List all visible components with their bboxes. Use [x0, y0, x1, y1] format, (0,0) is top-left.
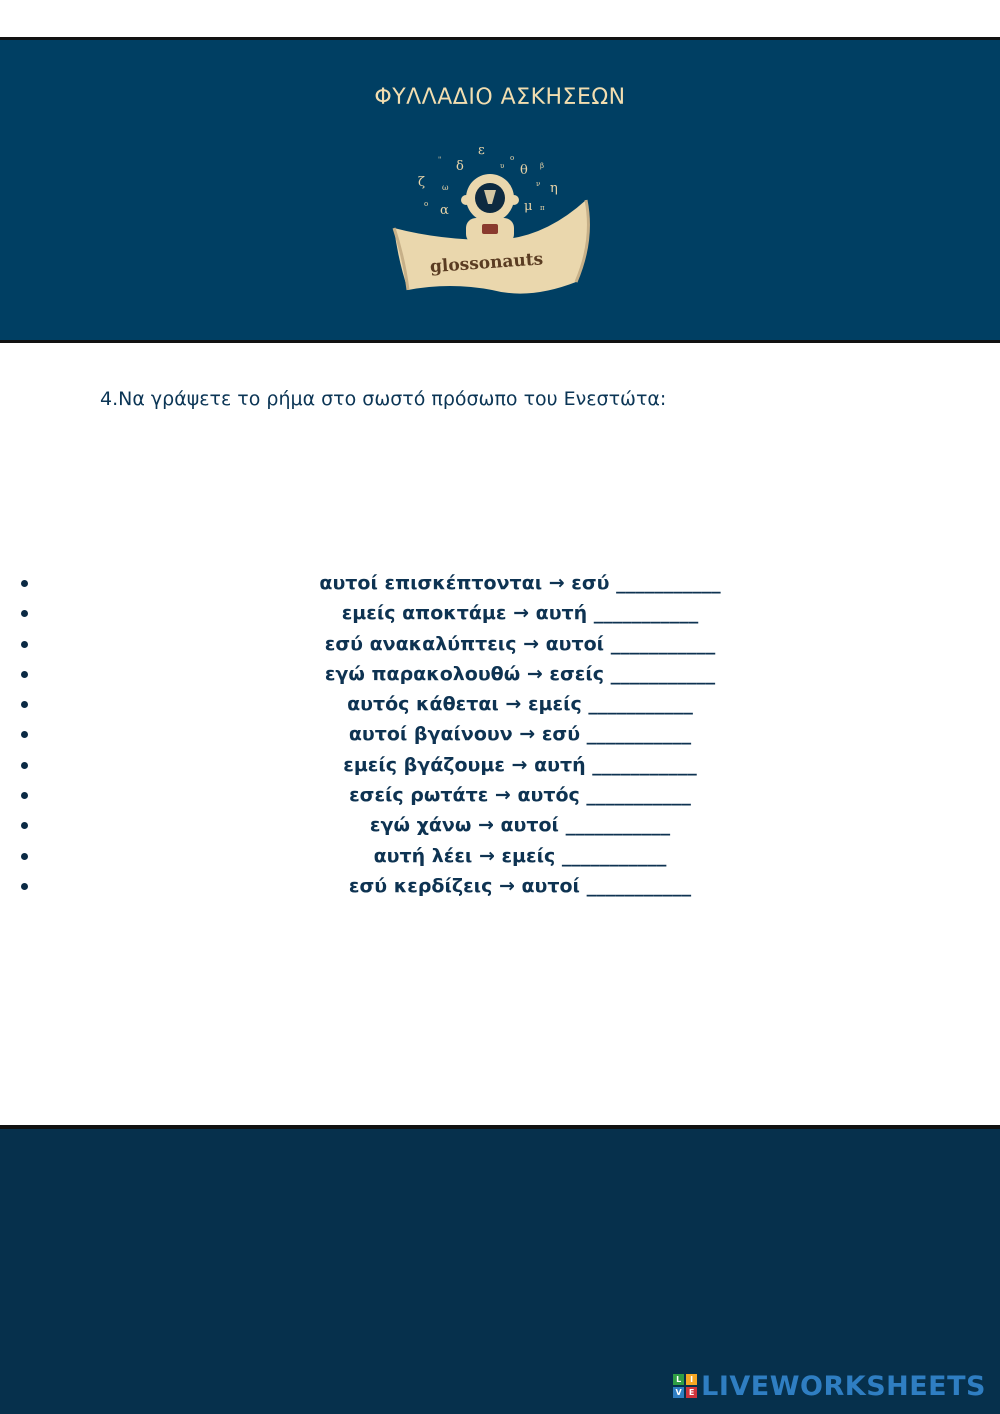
svg-text:ε: ε — [478, 143, 485, 158]
bullet-icon — [21, 853, 28, 860]
bullet-icon — [21, 701, 28, 708]
exercise-text: εμείς βγάζουμε → αυτή ___________ — [343, 753, 697, 776]
list-item — [0, 810, 1000, 840]
exercise-text: αυτοί επισκέπτονται → εσύ ___________ — [319, 572, 721, 594]
worksheet-title: ΦΥΛΛΑΔΙΟ ΑΣΚΗΣΕΩΝ — [374, 85, 626, 110]
list-item — [0, 689, 1000, 719]
footer-banner — [0, 1125, 1000, 1414]
bullet-icon — [21, 792, 28, 799]
exercise-text: εγώ παρακολουθώ → εσείς ___________ — [324, 662, 716, 685]
svg-text:μ: μ — [524, 199, 533, 214]
list-item — [0, 598, 1000, 628]
bullet-icon — [21, 580, 28, 587]
svg-text:ο: ο — [510, 154, 515, 162]
exercise-text: αυτοί βγαίνουν → εσύ ___________ — [348, 723, 692, 746]
bullet-icon — [21, 822, 28, 829]
exercise-text: εσύ κερδίζεις → αυτοί ___________ — [348, 874, 692, 897]
liveworksheets-logo-icon — [673, 1374, 697, 1398]
exercise-text: εσύ ανακαλύπτεις → αυτοί ___________ — [324, 632, 716, 655]
svg-text:θ: θ — [520, 163, 528, 178]
bullet-icon — [21, 671, 28, 678]
exercise-text: εγώ χάνω → αυτοί ___________ — [369, 814, 671, 837]
list-item — [0, 719, 1000, 749]
logo-tile: L — [673, 1374, 684, 1385]
svg-text:ω: ω — [442, 183, 449, 192]
header-banner — [0, 37, 1000, 343]
bullet-icon — [21, 731, 28, 738]
svg-text:ζ: ζ — [418, 175, 426, 190]
list-item — [0, 659, 1000, 689]
logo-tile: I — [686, 1374, 697, 1385]
bullet-icon — [21, 610, 28, 617]
liveworksheets-link[interactable] — [673, 1370, 986, 1402]
bullet-icon — [21, 641, 28, 648]
svg-text:": " — [438, 156, 442, 164]
svg-text:ο: ο — [424, 200, 429, 208]
list-item — [0, 750, 1000, 780]
exercise-text: εμείς αποκτάμε → αυτή ___________ — [341, 602, 699, 625]
exercise-text: αυτός κάθεται → εμείς ___________ — [347, 693, 693, 716]
svg-text:η: η — [550, 181, 558, 196]
svg-text:glossonauts: glossonauts — [429, 249, 544, 278]
list-item — [0, 780, 1000, 810]
exercise-text: αυτή λέει → εμείς ___________ — [373, 844, 667, 867]
svg-text:ν: ν — [536, 180, 541, 188]
instruction-text: 4.Να γράψετε το ρήμα στο σωστό πρόσωπο του Ενεστώτα: — [100, 388, 667, 410]
list-item — [0, 841, 1000, 871]
list-item — [0, 568, 1000, 598]
exercise-text: εσείς ρωτάτε → αυτός ___________ — [349, 784, 691, 807]
list-item — [0, 871, 1000, 901]
svg-text:β: β — [540, 162, 545, 170]
svg-text:υ: υ — [500, 162, 505, 170]
liveworksheets-brand: LIVEWORKSHEETS — [701, 1370, 986, 1402]
svg-text:α: α — [440, 203, 449, 218]
logo-tile: E — [686, 1387, 697, 1398]
logo-tile: V — [673, 1387, 684, 1398]
glossonauts-logo — [380, 140, 610, 330]
bullet-icon — [21, 883, 28, 890]
list-item — [0, 629, 1000, 659]
exercise-list — [0, 568, 1000, 901]
svg-text:δ: δ — [456, 159, 464, 174]
svg-text:π: π — [540, 204, 545, 212]
bullet-icon — [21, 762, 28, 769]
